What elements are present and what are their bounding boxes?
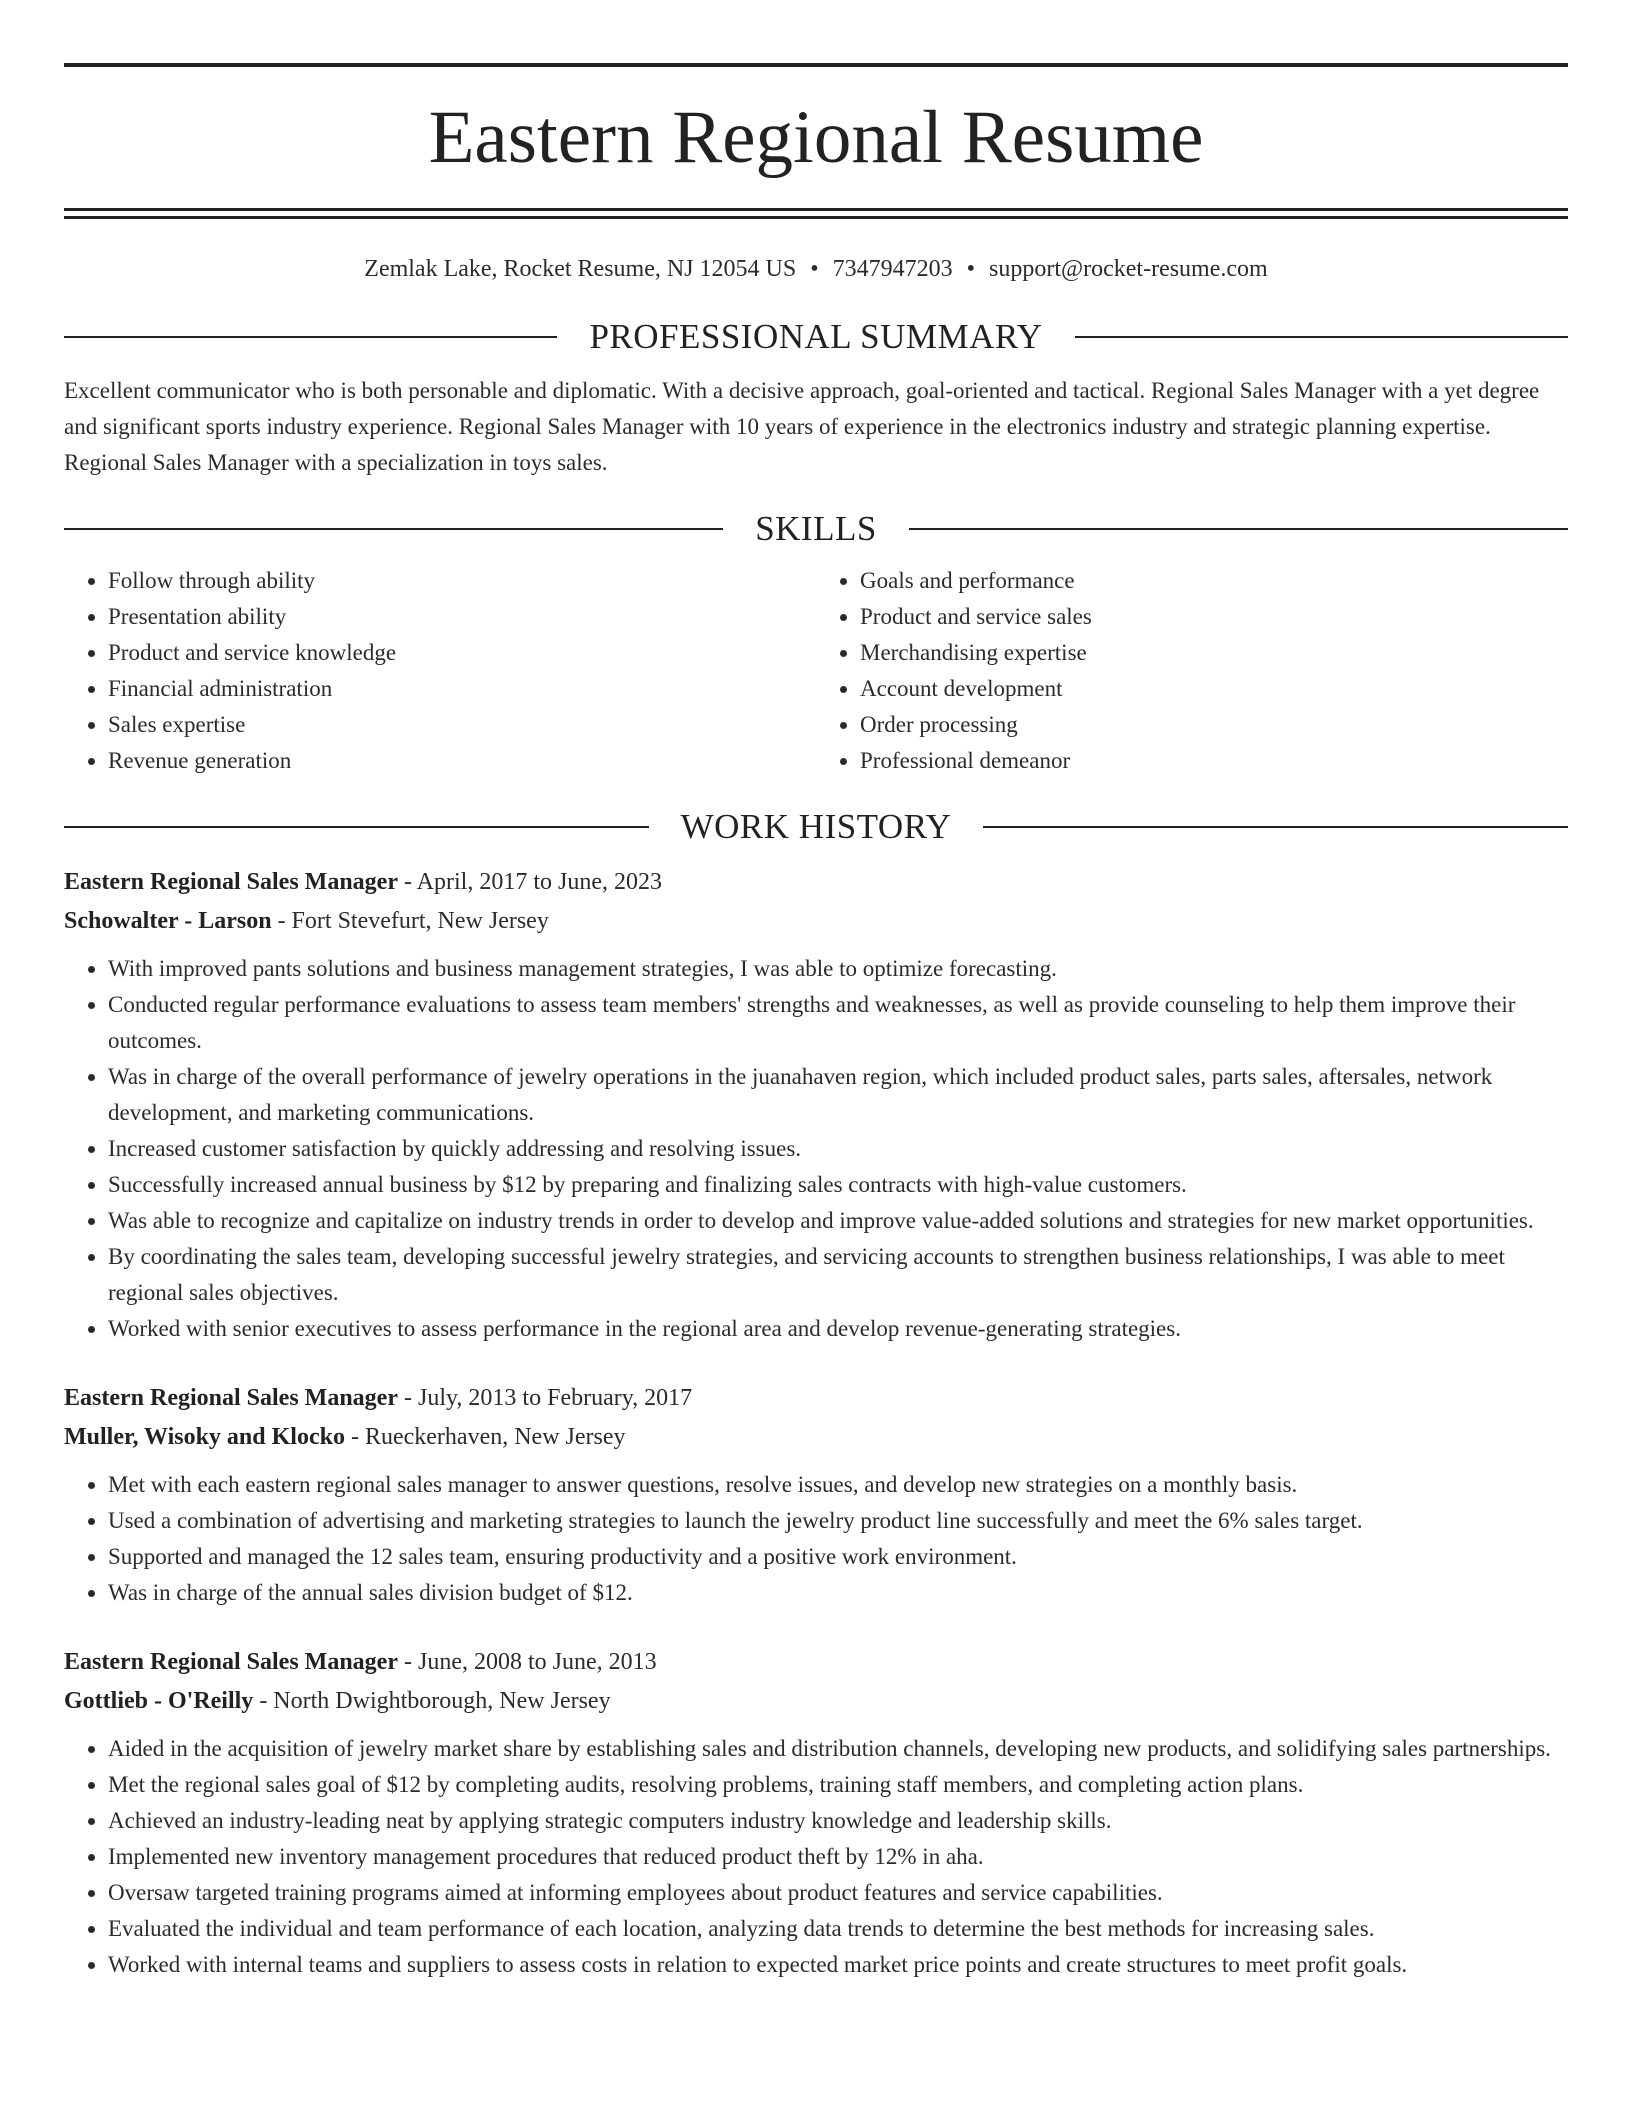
job-company-line <box>64 902 1568 941</box>
job-bullet: • Was able to recognize and capitalize on industry trends in order to develop and improve value-added solutions and strategies for new market opportunities. <box>108 1203 1568 1239</box>
job-bullet: • Worked with senior executives to assess performance in the regional area and develop revenue-generating strategies. <box>108 1311 1568 1347</box>
skills-column-right <box>816 563 1568 779</box>
job-title: Eastern Regional Sales Manager <box>64 1649 398 1675</box>
job-bullet: • Achieved an industry-leading neat by applying strategic computers industry knowledge and leadership skills. <box>108 1803 1568 1839</box>
job-bullet: • Successfully increased annual business by $12 by preparing and finalizing sales contracts with high-value customers. <box>108 1167 1568 1203</box>
skill-item: • Financial administration <box>108 671 816 707</box>
job-bullet: • Increased customer satisfaction by quickly addressing and resolving issues. <box>108 1131 1568 1167</box>
job-bullet: • Used a combination of advertising and marketing strategies to launch the jewelry product line successfully and meet the 6% sales target. <box>108 1503 1568 1539</box>
contact-line <box>64 249 1568 289</box>
job-entry <box>64 863 1568 1347</box>
skills-column-left <box>64 563 816 779</box>
title-double-rule <box>64 208 1568 219</box>
skill-item: • Product and service sales <box>860 599 1568 635</box>
top-rule <box>64 63 1568 67</box>
skill-item: • Account development <box>860 671 1568 707</box>
skill-item: • Presentation ability <box>108 599 816 635</box>
heading-rule-right <box>983 826 1568 828</box>
job-bullet: • Supported and managed the 12 sales team, ensuring productivity and a positive work environment. <box>108 1539 1568 1575</box>
skill-item: • Order processing <box>860 707 1568 743</box>
job-bullet: • Evaluated the individual and team performance of each location, analyzing data trends to determine the best methods for increasing sales. <box>108 1911 1568 1947</box>
job-dates: - July, 2013 to February, 2017 <box>397 1385 693 1411</box>
skill-item: • Goals and performance <box>860 563 1568 599</box>
job-bullets <box>64 951 1568 1347</box>
job-bullets <box>64 1731 1568 1983</box>
job-bullet: • Was in charge of the overall performance of jewelry operations in the juanahaven region, which included product sales, parts sales, aftersales, network development, and marketing communications. <box>108 1059 1568 1131</box>
job-dates: - June, 2008 to June, 2013 <box>397 1649 657 1675</box>
professional-summary-text: Excellent communicator who is both personable and diplomatic. With a decisive approach, goal-oriented and tactical. Regional Sales Manager with a yet degree and significant sports industry experience. Regional Sales Manager with 10 years of experience in the electronics industry and strategic planning expertise. Regional Sales Manager with a specialization in toys sales. <box>64 378 1540 475</box>
contact-phone: 7347947203 <box>832 256 953 282</box>
job-title: Eastern Regional Sales Manager <box>64 869 398 895</box>
skills-section-heading <box>64 507 1568 551</box>
job-title-line <box>64 863 1568 902</box>
job-company: Gottlieb - O'Reilly <box>64 1688 254 1714</box>
contact-email: support@rocket-resume.com <box>989 256 1268 282</box>
job-bullets <box>64 1467 1568 1611</box>
heading-rule-right <box>909 528 1568 530</box>
job-bullet: • Aided in the acquisition of jewelry market share by establishing sales and distribution channels, developing new products, and solidifying sales partnerships. <box>108 1731 1568 1767</box>
job-location: - Rueckerhaven, New Jersey <box>344 1424 626 1450</box>
job-company: Muller, Wisoky and Klocko <box>64 1424 345 1450</box>
job-entry <box>64 1379 1568 1611</box>
resume-title: Eastern Regional Resume <box>428 96 1204 179</box>
job-company: Schowalter - Larson <box>64 908 272 934</box>
heading-rule-left <box>64 826 649 828</box>
job-title-line <box>64 1643 1568 1682</box>
skills-heading-label: SKILLS <box>755 509 877 548</box>
skills-list <box>64 563 1568 779</box>
job-bullet: • Met the regional sales goal of $12 by completing audits, resolving problems, training staff members, and completing action plans. <box>108 1767 1568 1803</box>
job-location: - Fort Stevefurt, New Jersey <box>271 908 549 934</box>
skill-item: • Follow through ability <box>108 563 816 599</box>
skill-item: • Professional demeanor <box>860 743 1568 779</box>
job-bullet: • With improved pants solutions and business management strategies, I was able to optimize forecasting. <box>108 951 1568 987</box>
heading-rule-left <box>64 336 557 338</box>
job-bullet: • Conducted regular performance evaluations to assess team members' strengths and weaknesses, as well as provide counseling to help them improve their outcomes. <box>108 987 1568 1059</box>
job-title-line <box>64 1379 1568 1418</box>
skill-item: • Revenue generation <box>108 743 816 779</box>
contact-separator: • <box>810 256 819 282</box>
heading-rule-left <box>64 528 723 530</box>
job-bullet: • By coordinating the sales team, developing successful jewelry strategies, and servicing accounts to strengthen business relationships, I was able to meet regional sales objectives. <box>108 1239 1568 1311</box>
job-bullet: • Implemented new inventory management procedures that reduced product theft by 12% in aha. <box>108 1839 1568 1875</box>
job-title: Eastern Regional Sales Manager <box>64 1385 398 1411</box>
contact-separator: • <box>966 256 976 282</box>
work-history-section-heading <box>64 805 1568 849</box>
contact-address: Zemlak Lake, Rocket Resume, NJ 12054 US <box>364 256 797 282</box>
job-company-line <box>64 1418 1568 1457</box>
summary-heading-label: PROFESSIONAL SUMMARY <box>589 317 1043 356</box>
resume-page <box>64 0 1568 1983</box>
job-company-line <box>64 1682 1568 1721</box>
job-entry <box>64 1643 1568 1983</box>
job-bullet: • Met with each eastern regional sales manager to answer questions, resolve issues, and develop new strategies on a monthly basis. <box>108 1467 1568 1503</box>
skill-item: • Merchandising expertise <box>860 635 1568 671</box>
heading-rule-right <box>1075 336 1568 338</box>
job-bullet: • Was in charge of the annual sales division budget of $12. <box>108 1575 1568 1611</box>
job-bullet: • Worked with internal teams and suppliers to assess costs in relation to expected market price points and create structures to meet profit goals. <box>108 1947 1568 1983</box>
job-location: - North Dwightborough, New Jersey <box>253 1688 611 1714</box>
job-bullet: • Oversaw targeted training programs aimed at informing employees about product features and service capabilities. <box>108 1875 1568 1911</box>
summary-section-heading <box>64 315 1568 359</box>
job-dates: - April, 2017 to June, 2023 <box>397 869 662 895</box>
skill-item: • Sales expertise <box>108 707 816 743</box>
work-history-heading-label: WORK HISTORY <box>680 807 952 846</box>
skill-item: • Product and service knowledge <box>108 635 816 671</box>
